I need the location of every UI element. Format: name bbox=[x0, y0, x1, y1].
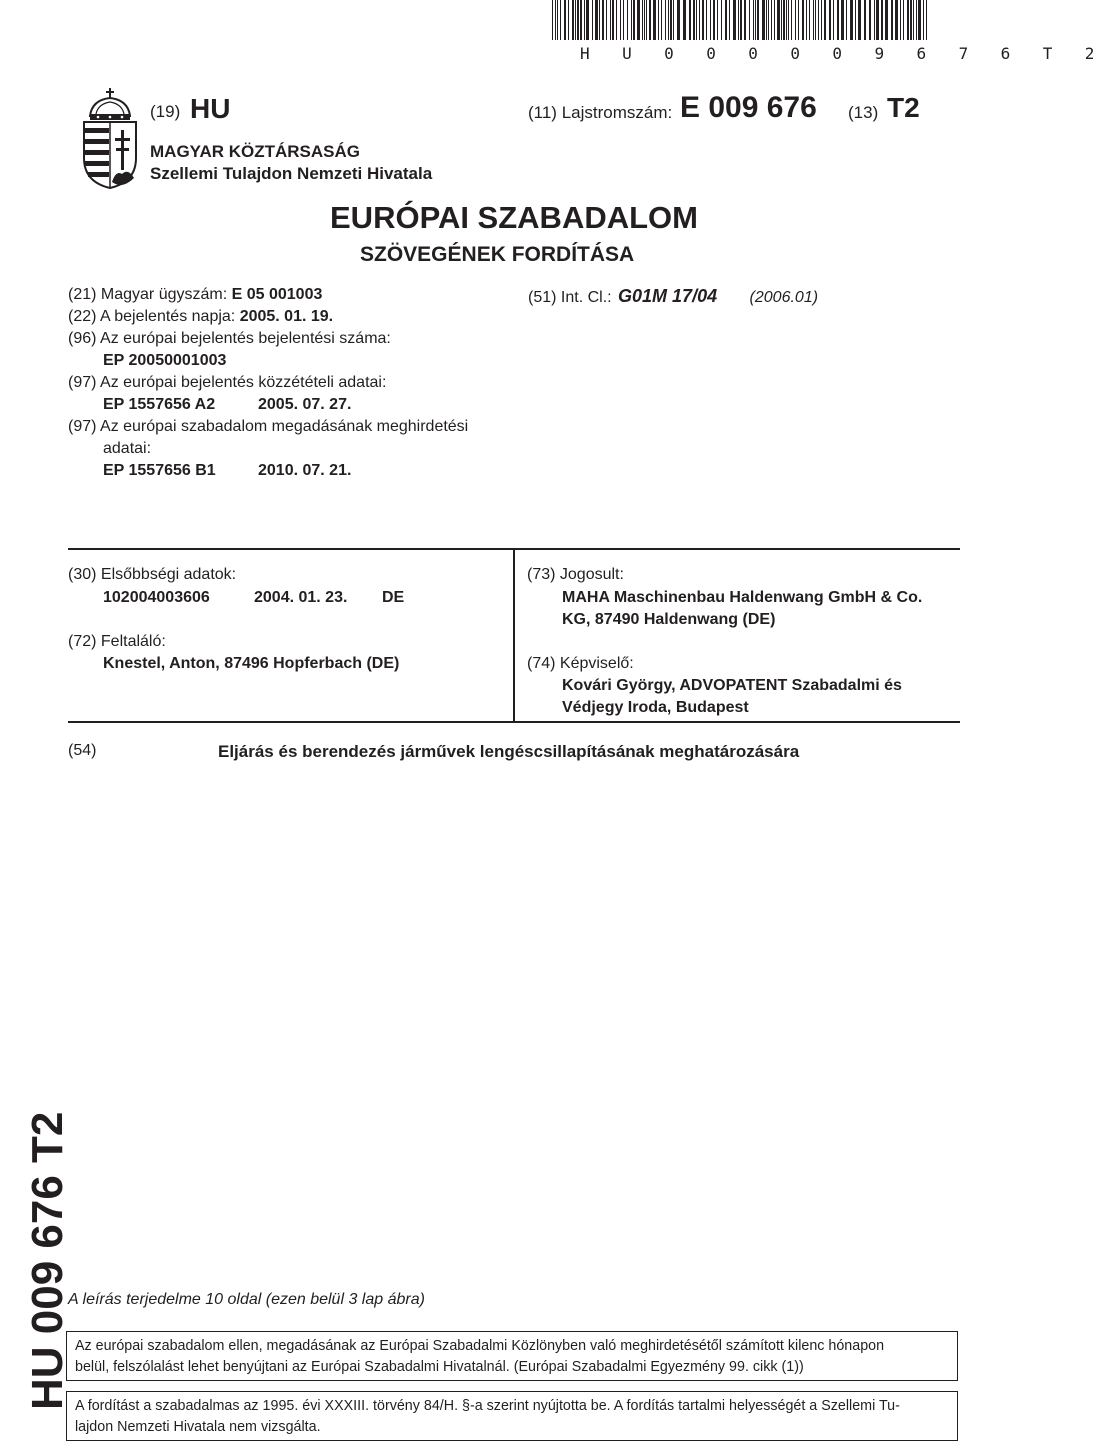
barcode-bar bbox=[783, 0, 785, 40]
barcode-bar bbox=[658, 0, 659, 40]
barcode-bar bbox=[910, 0, 912, 40]
barcode-bar bbox=[592, 0, 593, 40]
bib-21 bbox=[68, 286, 322, 304]
barcode-bar bbox=[557, 0, 558, 40]
barcode-bar bbox=[809, 0, 810, 40]
barcode-bar bbox=[895, 0, 898, 40]
barcode-bar bbox=[757, 0, 759, 40]
office-name: Szellemi Tulajdon Nemzeti Hivatala bbox=[150, 164, 433, 183]
side-document-id-text: HU 009 676 T2 bbox=[23, 1111, 72, 1410]
priority-number: 102004003606 bbox=[103, 589, 210, 606]
barcode-bar bbox=[606, 0, 607, 40]
barcode-bar bbox=[599, 0, 600, 40]
barcode-bar bbox=[702, 0, 704, 40]
barcode-bar bbox=[689, 0, 691, 40]
opposition-notice-box bbox=[66, 1331, 958, 1381]
document-subtitle: SZÖVEGÉNEK FORDÍTÁSA bbox=[360, 243, 635, 266]
representative-label: (74) Képviselő: bbox=[527, 655, 634, 672]
barcode-bar bbox=[815, 0, 816, 40]
barcode-bar bbox=[733, 0, 736, 40]
country-code: HU bbox=[190, 93, 231, 124]
barcode-bar bbox=[568, 0, 569, 40]
barcode-bar bbox=[564, 0, 566, 40]
barcode-bar bbox=[665, 0, 666, 40]
barcode-bar bbox=[753, 0, 754, 40]
bib-96-value: EP 20050001003 bbox=[103, 352, 227, 369]
barcode-bar bbox=[729, 0, 730, 40]
barcode-bar bbox=[653, 0, 656, 40]
barcode-bar bbox=[923, 0, 924, 40]
barcode-bar bbox=[677, 0, 680, 40]
inventor-label: (72) Feltaláló: bbox=[68, 633, 166, 650]
barcode-bar bbox=[577, 0, 579, 40]
barcode-bar bbox=[633, 0, 635, 40]
barcode-bar bbox=[717, 0, 718, 40]
bib-96-label: (96) Az európai bejelentés bejelentési száma: bbox=[68, 330, 391, 347]
barcode-bar bbox=[616, 0, 617, 40]
barcode-bar bbox=[612, 0, 614, 40]
barcode-bar bbox=[824, 0, 826, 40]
barcode-bar bbox=[560, 0, 561, 40]
barcode-bar bbox=[806, 0, 807, 40]
barcode-bar bbox=[771, 0, 772, 40]
representative-line-2: Védjegy Iroda, Budapest bbox=[562, 699, 749, 716]
bib-22 bbox=[68, 308, 333, 326]
barcode-bar bbox=[740, 0, 742, 40]
bib-97a-label: (97) Az európai bejelentés közzétételi adatai: bbox=[68, 374, 387, 391]
barcode-bar bbox=[642, 0, 643, 40]
barcode-bar bbox=[781, 0, 782, 40]
opposition-notice-line-2: belül, felszólalást lehet benyújtani az Európai Szabadalmi Hivatalnál. (Európai Szabadalmi Egyezmény 99. cikk (1)) bbox=[75, 1359, 804, 1375]
description-length-note: A leírás terjedelme 10 oldal (ezen belül 3 lap ábra) bbox=[68, 1291, 425, 1308]
proprietor-label: (73) Jogosult: bbox=[527, 566, 624, 583]
barcode-bar bbox=[696, 0, 697, 40]
barcode-bar bbox=[802, 0, 804, 40]
barcode-bar bbox=[738, 0, 739, 40]
barcode-bar bbox=[713, 0, 715, 40]
proprietor-line-1: MAHA Maschinenbau Haldenwang GmbH & Co. bbox=[562, 589, 923, 606]
country-name: MAGYAR KÖZTÁRSASÁG bbox=[150, 142, 360, 161]
barcode-bar bbox=[749, 0, 750, 40]
bib-22-value: 2005. 01. 19. bbox=[239, 308, 334, 325]
proprietor-line-2: KG, 87490 Haldenwang (DE) bbox=[562, 611, 776, 628]
priority-label: (30) Elsőbbségi adatok: bbox=[68, 566, 237, 583]
barcode-bar bbox=[572, 0, 574, 40]
barcode-bar bbox=[864, 0, 866, 40]
opposition-notice-line-1: Az európai szabadalom ellen, megadásának az Európai Szabadalmi Közlönyben való meghirdetésétől számított kilenc hónapon bbox=[75, 1338, 885, 1354]
barcode-bar bbox=[813, 0, 814, 40]
side-document-id bbox=[23, 1111, 72, 1410]
barcode-bar bbox=[768, 0, 769, 40]
barcode-bar bbox=[918, 0, 921, 40]
bib-97a-date: 2005. 07. 27. bbox=[258, 396, 352, 413]
barcode-bar bbox=[926, 0, 927, 40]
barcode-bar bbox=[610, 0, 611, 40]
document-title: EURÓPAI SZABADALOM bbox=[330, 200, 698, 235]
barcode-bar bbox=[786, 0, 787, 40]
barcode-bar bbox=[907, 0, 909, 40]
inventor-value: Knestel, Anton, 87496 Hopferbach (DE) bbox=[103, 655, 400, 672]
barcode-bar bbox=[725, 0, 727, 40]
barcode-bar bbox=[644, 0, 645, 40]
barcode-bar bbox=[869, 0, 871, 40]
barcode-bar bbox=[916, 0, 917, 40]
inid-19-code: (19) bbox=[150, 102, 181, 121]
bib-22-label: (22) A bejelentés napja: bbox=[68, 308, 236, 325]
barcode-bar bbox=[900, 0, 901, 40]
barcode-bar bbox=[891, 0, 893, 40]
barcode-bar bbox=[646, 0, 647, 40]
barcode-bar bbox=[710, 0, 711, 40]
barcode-bar bbox=[762, 0, 765, 40]
bib-97b-number: EP 1557656 B1 bbox=[103, 462, 216, 479]
table-divider bbox=[513, 549, 515, 722]
barcode-bar bbox=[833, 0, 834, 40]
barcode-bar bbox=[881, 0, 883, 40]
barcode-bar bbox=[584, 0, 585, 40]
barcode-bar bbox=[846, 0, 847, 40]
document-kind: T2 bbox=[887, 92, 920, 123]
coat-of-arms-logo bbox=[82, 86, 138, 190]
barcode-bar bbox=[885, 0, 888, 40]
barcode-bar bbox=[706, 0, 707, 40]
barcode bbox=[552, 0, 930, 40]
barcode-bar bbox=[876, 0, 879, 40]
barcode-bar bbox=[693, 0, 695, 40]
barcode-bar bbox=[595, 0, 598, 40]
barcode-bar bbox=[673, 0, 674, 40]
translation-notice-line-1: A fordítást a szabadalmas az 1995. évi XXXIII. törvény 84/H. §-a szerint nyújtotta be. A fordítás tartalmi helyességét a Szellemi Tu- bbox=[75, 1398, 900, 1414]
bib-21-value: E 05 001003 bbox=[231, 286, 323, 303]
registration-number-label: (11) Lajstromszám: bbox=[528, 103, 673, 122]
barcode-text: H U 0 0 0 0 0 9 6 7 6 T 2 bbox=[580, 44, 1106, 63]
inid-13-code: (13) bbox=[848, 103, 879, 122]
barcode-bar bbox=[637, 0, 640, 40]
barcode-bar bbox=[602, 0, 604, 40]
bib-21-label: (21) Magyar ügyszám: bbox=[68, 286, 228, 303]
barcode-bar bbox=[766, 0, 767, 40]
bib-97b-date: 2010. 07. 21. bbox=[258, 462, 352, 479]
barcode-bar bbox=[818, 0, 819, 40]
priority-date: 2004. 01. 23. bbox=[254, 589, 348, 606]
int-classification bbox=[528, 286, 818, 307]
barcode-bar bbox=[586, 0, 589, 40]
barcode-bar bbox=[668, 0, 669, 40]
barcode-bar bbox=[874, 0, 875, 40]
table-bottom-rule bbox=[68, 721, 960, 723]
representative-line-1: Kovári György, ADVOPATENT Szabadalmi és bbox=[562, 677, 902, 694]
barcode-bar bbox=[699, 0, 700, 40]
int-cl-version: (2006.01) bbox=[749, 289, 819, 306]
barcode-bar bbox=[821, 0, 822, 40]
barcode-bar bbox=[649, 0, 651, 40]
barcode-bar bbox=[620, 0, 621, 40]
barcode-bar bbox=[858, 0, 861, 40]
barcode-bar bbox=[552, 0, 553, 40]
translation-notice-line-2: lajdon Nemzeti Hivatala nem vizsgálta. bbox=[75, 1419, 321, 1435]
barcode-bar bbox=[795, 0, 796, 40]
priority-country: DE bbox=[382, 589, 405, 606]
barcode-bar bbox=[913, 0, 914, 40]
int-cl-label: (51) Int. Cl.: bbox=[528, 289, 612, 306]
barcode-bar bbox=[627, 0, 628, 40]
int-cl-code: G01M 17/04 bbox=[618, 286, 718, 306]
barcode-bar bbox=[623, 0, 624, 40]
barcode-bar bbox=[841, 0, 844, 40]
barcode-bar bbox=[798, 0, 799, 40]
barcode-bar bbox=[850, 0, 853, 40]
barcode-bar bbox=[903, 0, 904, 40]
barcode-bar bbox=[631, 0, 632, 40]
barcode-bar bbox=[855, 0, 856, 40]
barcode-bar bbox=[575, 0, 576, 40]
barcode-bar bbox=[555, 0, 556, 40]
barcode-bar bbox=[670, 0, 672, 40]
barcode-bar bbox=[683, 0, 686, 40]
barcode-bar bbox=[777, 0, 780, 40]
registration-number: E 009 676 bbox=[680, 91, 817, 124]
barcode-bar bbox=[788, 0, 789, 40]
barcode-bar bbox=[755, 0, 756, 40]
invention-title: Eljárás és berendezés járművek lengéscsillapításának meghatározására bbox=[218, 742, 800, 761]
barcode-bar bbox=[837, 0, 839, 40]
barcode-bar bbox=[791, 0, 792, 40]
barcode-bar bbox=[721, 0, 722, 40]
bib-97a-number: EP 1557656 A2 bbox=[103, 396, 216, 413]
barcode-bar bbox=[661, 0, 662, 40]
bib-97b-label-2: adatai: bbox=[103, 440, 152, 457]
bib-97b-label-1: (97) Az európai szabadalom megadásának meghirdetési bbox=[68, 418, 469, 435]
barcode-bar bbox=[774, 0, 775, 40]
barcode-bar bbox=[580, 0, 582, 40]
barcode-bar bbox=[744, 0, 746, 40]
translation-notice-box bbox=[66, 1391, 958, 1441]
invention-title-code: (54) bbox=[68, 742, 97, 759]
barcode-bar bbox=[829, 0, 831, 40]
